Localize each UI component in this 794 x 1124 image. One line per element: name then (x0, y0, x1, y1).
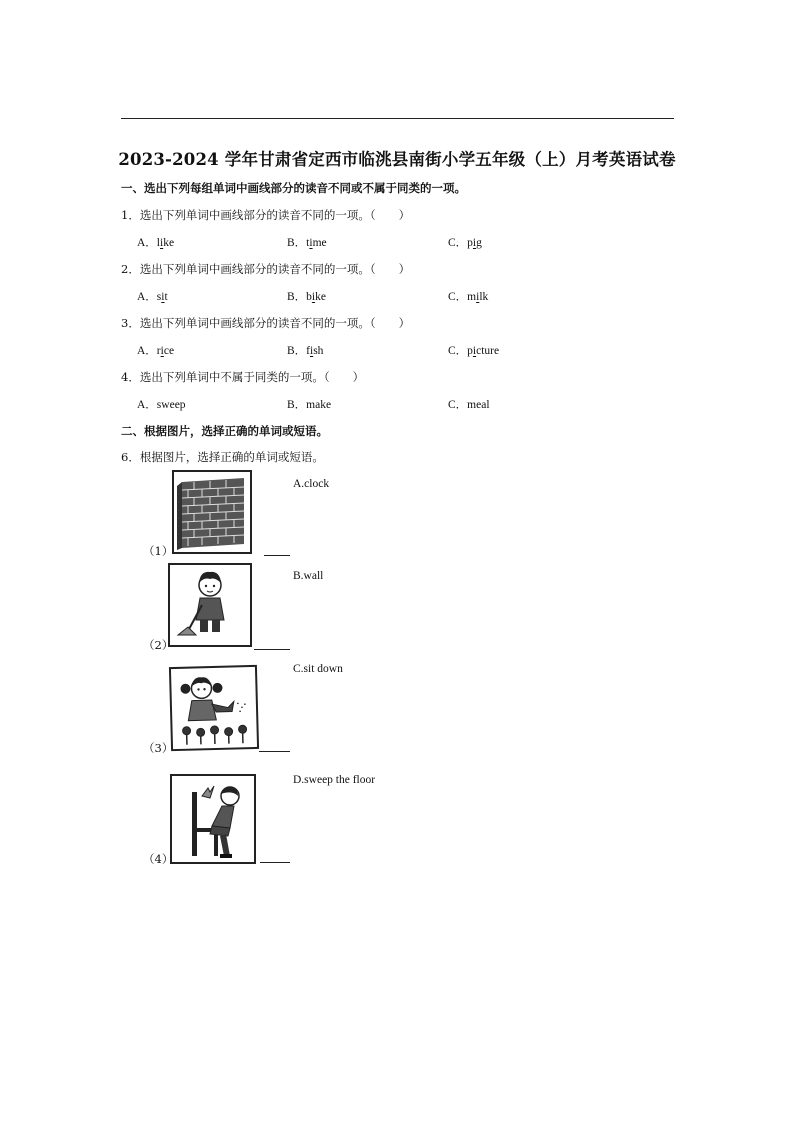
option-text: me (312, 237, 327, 249)
picture-4-label: （4） (143, 852, 174, 866)
q3-option-c[interactable] (448, 342, 499, 358)
option-text: A．l (137, 237, 160, 249)
q2-option-c[interactable] (448, 288, 488, 304)
underlined-letter: i (161, 291, 165, 303)
picture-3-label: （3） (143, 741, 174, 755)
option-text: g (476, 237, 482, 249)
question-6-stem: 6．根据图片，选择正确的单词或短语。 (121, 450, 324, 464)
underlined-letter: i (310, 345, 314, 357)
choice-a: A.clock (293, 478, 330, 490)
picture-1-label: （1） (143, 544, 174, 558)
option-text: cture (476, 345, 500, 357)
option-text: C．p (448, 345, 473, 357)
option-text: A．sweep (137, 399, 186, 411)
section-1-heading: 一、选出下列每组单词中画线部分的读音不同或不属于同类的一项。 (121, 181, 466, 195)
question-3-stem: 3．选出下列单词中画线部分的读音不同的一项。（ ） (121, 316, 411, 330)
option-text: t (164, 291, 168, 303)
choice-c: C.sit down (293, 663, 343, 675)
underlined-letter: i (476, 291, 480, 303)
q1-option-a[interactable] (137, 234, 174, 250)
q3-option-b[interactable] (287, 342, 323, 358)
q1-option-c[interactable] (448, 234, 482, 250)
choice-d: D.sweep the floor (293, 774, 376, 786)
answer-blank-3[interactable] (259, 751, 290, 752)
answer-blank-1[interactable] (264, 555, 290, 556)
option-text: ke (163, 237, 175, 249)
q4-option-b[interactable] (287, 396, 331, 412)
picture-2-label: （2） (143, 638, 174, 652)
q4-option-c[interactable] (448, 396, 490, 412)
q1-option-b[interactable] (287, 234, 327, 250)
picture-brick-wall (172, 470, 252, 554)
underlined-letter: i (472, 237, 477, 249)
underlined-letter: i (309, 237, 313, 249)
picture-girl-watering-flowers (169, 665, 259, 751)
answer-blank-4[interactable] (260, 862, 290, 863)
option-text: C．m (448, 291, 477, 303)
option-text: A．r (137, 345, 161, 357)
picture-boy-sitting-down (170, 774, 256, 864)
question-2-stem: 2．选出下列单词中画线部分的读音不同的一项。（ ） (121, 262, 411, 276)
option-text: lk (479, 291, 489, 303)
question-4-stem: 4．选出下列单词中不属于同类的一项。（ ） (121, 370, 365, 384)
section-2-heading: 二、根据图片，选择正确的单词或短语。 (121, 424, 328, 438)
option-text: ce (163, 345, 175, 357)
question-1-stem: 1．选出下列单词中画线部分的读音不同的一项。（ ） (121, 208, 411, 222)
top-rule (121, 118, 674, 119)
option-text: B．f (287, 345, 310, 357)
underlined-letter: i (160, 237, 164, 249)
q2-option-b[interactable] (287, 288, 326, 304)
underlined-letter: i (160, 345, 164, 357)
option-text: B．t (287, 237, 310, 249)
page-title: 2023-2024 学年甘肃省定西市临洮县南街小学五年级（上）月考英语试卷 (118, 150, 676, 169)
answer-blank-2[interactable] (254, 649, 290, 650)
option-text: C．meal (448, 399, 490, 411)
option-text: B．make (287, 399, 332, 411)
option-text: ke (315, 291, 326, 303)
underlined-letter: i (311, 291, 316, 303)
underlined-letter: i (472, 345, 477, 357)
picture-boy-sweeping (168, 563, 252, 647)
option-text: sh (313, 345, 324, 357)
q3-option-a[interactable] (137, 342, 174, 358)
option-text: C．p (448, 237, 473, 249)
q4-option-a[interactable] (137, 396, 186, 412)
option-text: A．s (137, 291, 162, 303)
q2-option-a[interactable] (137, 288, 168, 304)
option-text: B．b (287, 291, 312, 303)
choice-b: B.wall (293, 570, 324, 582)
